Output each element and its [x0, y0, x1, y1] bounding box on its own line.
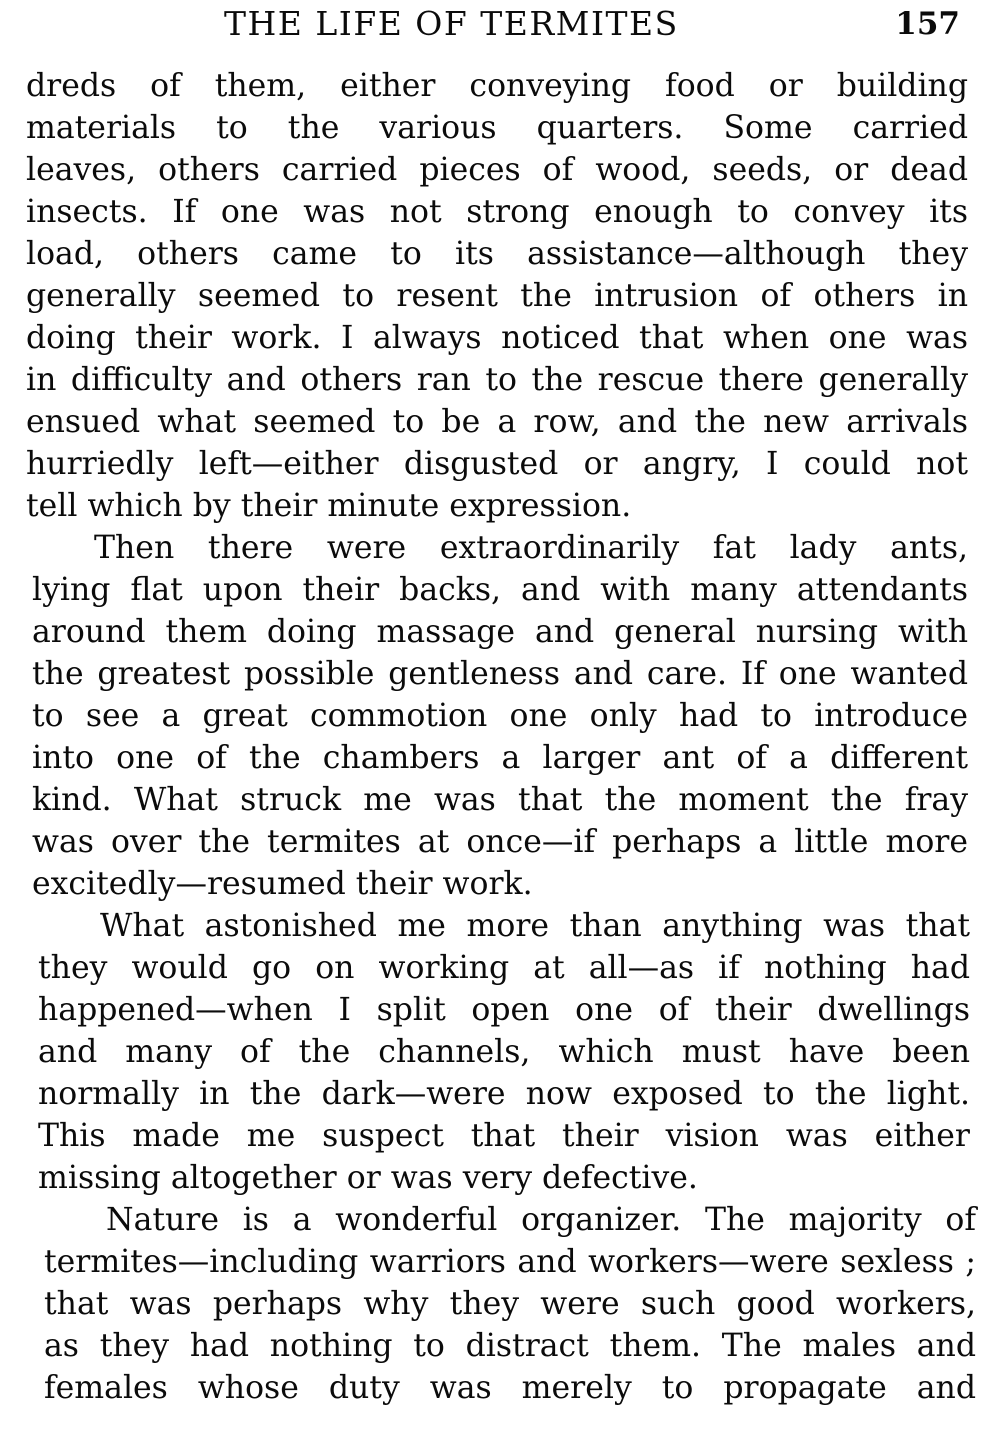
- text-line: the greatest possible gentleness and care. If one wanted: [32, 656, 968, 692]
- paragraph: [38, 905, 970, 1199]
- text-line: excitedly—resumed their work.: [32, 866, 533, 902]
- text-line: hurriedly left—either disgusted or angry, I could not: [26, 446, 968, 482]
- body-text: [26, 65, 976, 1409]
- text-line: materials to the various quarters. Some carried: [26, 110, 968, 146]
- text-line: and many of the channels, which must have been: [38, 1034, 970, 1070]
- text-line: insects. If one was not strong enough to convey its: [26, 194, 968, 230]
- text-line: dreds of them, either conveying food or building: [26, 68, 968, 104]
- text-line: females whose duty was merely to propagate and: [44, 1370, 976, 1406]
- text-line: Then there were extraordinarily fat lady ants,: [94, 530, 968, 566]
- text-line: normally in the dark—were now exposed to the light.: [38, 1076, 970, 1112]
- text-line: around them doing massage and general nursing with: [32, 614, 968, 650]
- page-header: [26, 2, 960, 46]
- text-line: to see a great commotion one only had to introduce: [32, 698, 968, 734]
- paragraph: [44, 1199, 976, 1409]
- text-line: into one of the chambers a larger ant of a different: [32, 740, 968, 776]
- text-line: termites—including warriors and workers—were sexless ;: [44, 1244, 976, 1280]
- text-line: generally seemed to resent the intrusion of others in: [26, 278, 968, 314]
- text-line: that was perhaps why they were such good workers,: [44, 1286, 976, 1322]
- text-line: was over the termites at once—if perhaps a little more: [32, 824, 968, 860]
- text-line: leaves, others carried pieces of wood, seeds, or dead: [26, 152, 968, 188]
- text-line: Nature is a wonderful organizer. The majority of: [106, 1202, 976, 1238]
- text-line: as they had nothing to distract them. The males and: [44, 1328, 976, 1364]
- text-line: This made me suspect that their vision was either: [38, 1118, 970, 1154]
- paragraph: [32, 527, 968, 905]
- paragraph: [26, 65, 968, 527]
- text-line: lying flat upon their backs, and with many attendants: [32, 572, 968, 608]
- text-line: happened—when I split open one of their dwellings: [38, 992, 970, 1028]
- text-line: doing their work. I always noticed that when one was: [26, 320, 968, 356]
- text-line: in difficulty and others ran to the rescue there generally: [26, 362, 968, 398]
- text-line: kind. What struck me was that the moment the fray: [32, 782, 968, 818]
- text-line: missing altogether or was very defective.: [38, 1160, 698, 1196]
- text-line: What astonished me more than anything was that: [100, 908, 970, 944]
- running-title: THE LIFE OF TERMITES: [224, 4, 679, 43]
- text-line: load, others came to its assistance—although they: [26, 236, 968, 272]
- text-line: ensued what seemed to be a row, and the new arrivals: [26, 404, 968, 440]
- text-line: tell which by their minute expression.: [26, 488, 632, 524]
- page-number: 157: [895, 6, 960, 42]
- text-line: they would go on working at all—as if nothing had: [38, 950, 970, 986]
